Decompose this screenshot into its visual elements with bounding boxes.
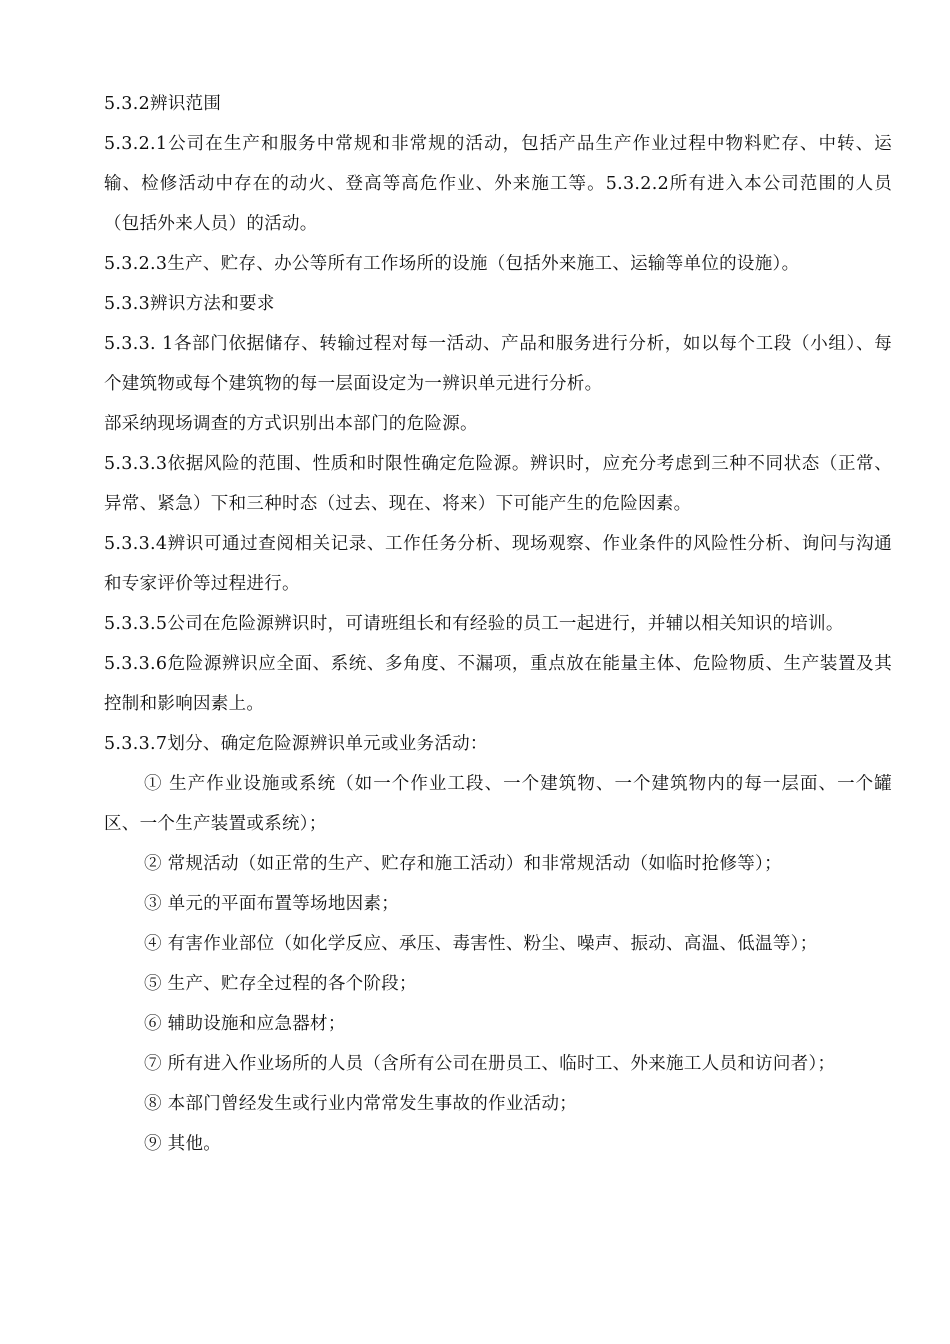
- paragraph-5-3-3-3: 5.3.3.3依据风险的范围、性质和时限性确定危险源。辨识时，应充分考虑到三种不同状态（正常、异常、紧急）下和三种时态（过去、现在、将来）下可能产生的危险因素。: [104, 454, 892, 514]
- list-item-3: ③ 单元的平面布置等场地因素；: [144, 894, 400, 914]
- paragraph-5-3-3-5: 5.3.3.5公司在危险源辨识时，可请班组长和有经验的员工一起进行，并辅以相关知识的培训。: [104, 614, 844, 634]
- section-heading-5-3-2: 5.3.2辨识范围: [104, 94, 222, 114]
- list-item-8: ⑧ 本部门曾经发生或行业内常常发生事故的作业活动；: [144, 1094, 578, 1114]
- paragraph-5-3-3-4: 5.3.3.4辨识可通过查阅相关记录、工作任务分析、现场观察、作业条件的风险性分析、询问与沟通和专家评价等过程进行。: [104, 534, 892, 594]
- list-item-7: ⑦ 所有进入作业场所的人员（含所有公司在册员工、临时工、外来施工人员和访问者）；: [144, 1054, 836, 1074]
- paragraph-5-3-2-1: 5.3.2.1公司在生产和服务中常规和非常规的活动，包括产品生产作业过程中物料贮存、中转、运输、检修活动中存在的动火、登高等高危作业、外来施工等。5.3.2.2所有进入本公司范围的人员（包括外来人员）的活动。: [104, 134, 892, 234]
- list-item-1: ① 生产作业设施或系统（如一个作业工段、一个建筑物、一个建筑物内的每一层面、一个罐区、一个生产装置或系统）；: [104, 774, 892, 834]
- list-item-4: ④ 有害作业部位（如化学反应、承压、毒害性、粉尘、噪声、振动、高温、低温等）；: [144, 934, 818, 954]
- section-heading-5-3-3: 5.3.3辨识方法和要求: [104, 294, 275, 314]
- list-item-9: ⑨ 其他。: [144, 1134, 222, 1154]
- list-item-2: ② 常规活动（如正常的生产、贮存和施工活动）和非常规活动（如临时抢修等）；: [144, 854, 782, 874]
- list-item-5: ⑤ 生产、贮存全过程的各个阶段；: [144, 974, 417, 994]
- paragraph-department-survey: 部采纳现场调查的方式识别出本部门的危险源。: [104, 414, 478, 434]
- paragraph-5-3-2-3: 5.3.2.3生产、贮存、办公等所有工作场所的设施（包括外来施工、运输等单位的设施）。: [104, 254, 800, 274]
- list-item-6: ⑥ 辅助设施和应急器材；: [144, 1014, 346, 1034]
- paragraph-5-3-3-1: 5.3.3. 1各部门依据储存、转输过程对每一活动、产品和服务进行分析，如以每个工段（小组）、每个建筑物或每个建筑物的每一层面设定为一辨识单元进行分析。: [104, 334, 892, 394]
- paragraph-5-3-3-7: 5.3.3.7划分、确定危险源辨识单元或业务活动：: [104, 734, 488, 754]
- paragraph-5-3-3-6: 5.3.3.6危险源辨识应全面、系统、多角度、不漏项，重点放在能量主体、危险物质、生产装置及其控制和影响因素上。: [104, 654, 892, 714]
